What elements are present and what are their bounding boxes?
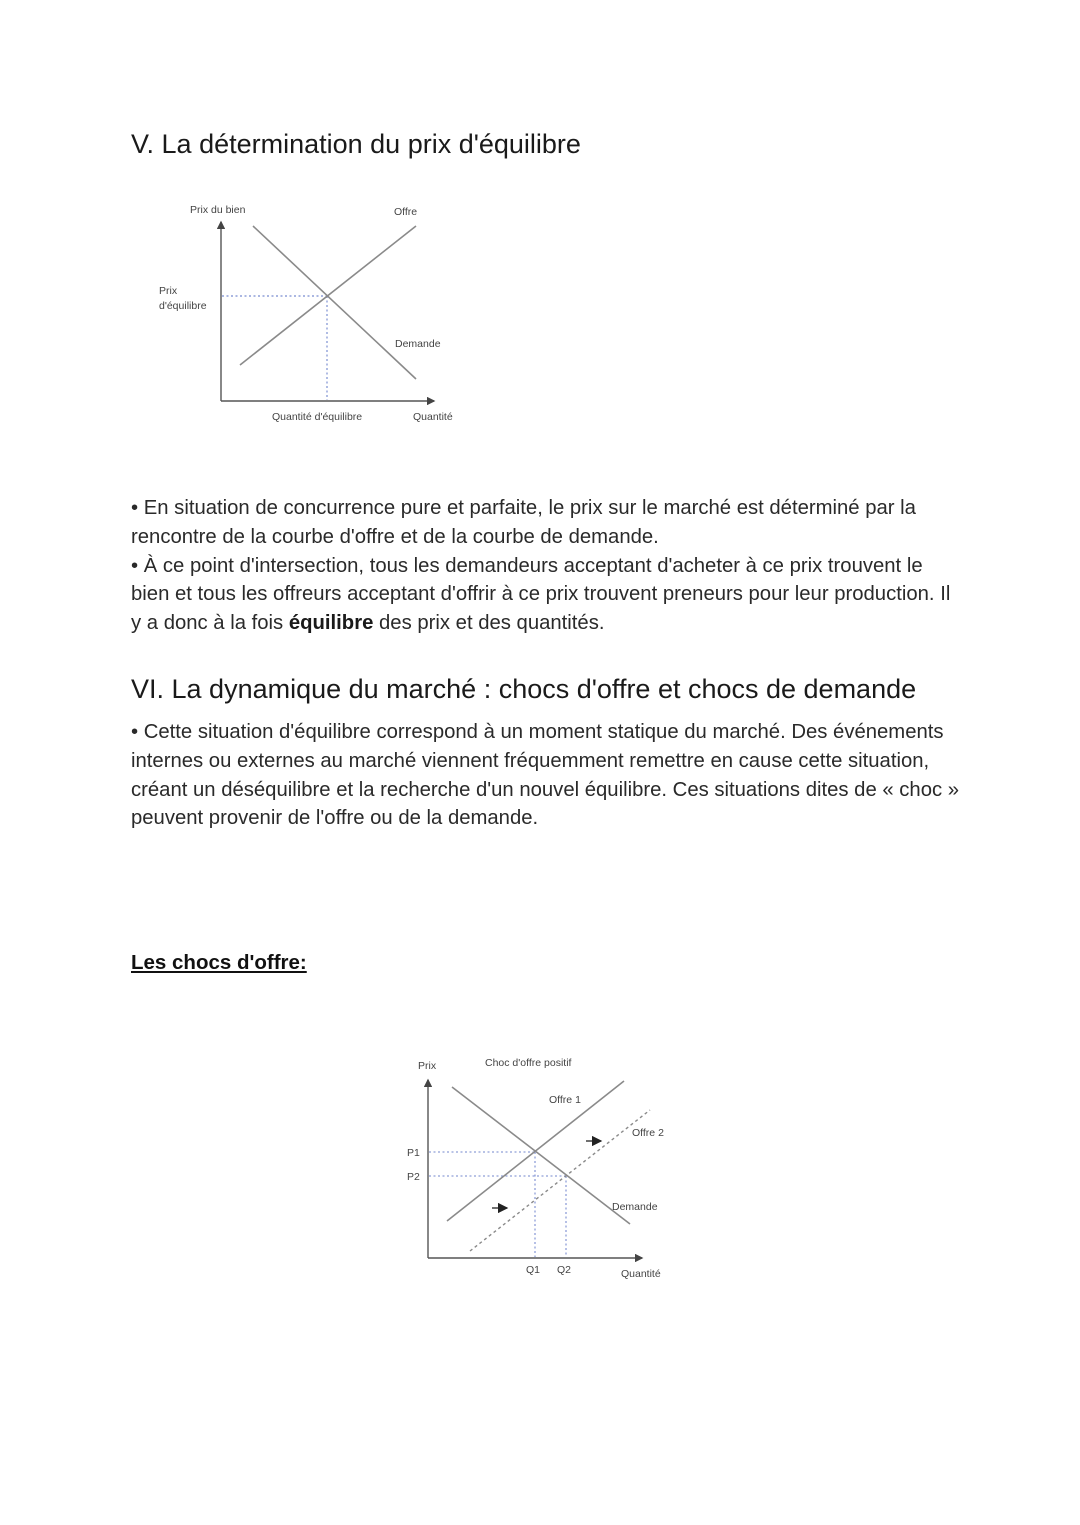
section-5-title: V. La détermination du prix d'équilibre [131,129,581,159]
chart2-x-label: Quantité [621,1268,661,1280]
section-6-paragraph-1: • Cette situation d'équilibre correspond à un moment statique du marché. Des événements internes ou externes au marché viennent fréquemment remettre en cause cette situation, créant un déséquilibre et la recherche d'un nouvel équilibre. Ces situations dites de « choc » peuvent provenir de l'offre ou de la demande. [131,721,960,830]
chart2-title: Choc d'offre positif [485,1057,572,1069]
section-5-body [131,494,961,638]
chart1-prix-eq-label-2: d'équilibre [159,300,207,312]
chart2-offre2-label: Offre 2 [632,1127,664,1139]
chart1 [159,204,453,423]
supply-shocks-subheading: Les chocs d'offre: [131,951,307,974]
paragraph-2-text: • À ce point d'intersection, tous les demandeurs acceptant d'acheter à ce prix trouvent le bien et tous les offreurs acceptant d'offrir à ce prix trouvent preneurs pour leur production. Il y a donc à la fois [131,554,951,635]
chart1-offre-label: Offre [394,206,418,218]
chart2-q1-label: Q1 [526,1264,541,1276]
paragraph-2-text-end: des prix et des quantités. [373,612,605,635]
chart2-demande-label: Demande [612,1201,658,1213]
chart2-offre1-label: Offre 1 [549,1094,581,1106]
section-6-body [131,718,961,833]
section-5-paragraph-2 [131,552,961,638]
chart1-demande-label: Demande [395,338,441,350]
chart1-y-label: Prix du bien [190,204,246,216]
paragraph-2-bold: équilibre [288,612,374,635]
chart1-quantite-eq-label: Quantité d'équilibre [272,411,363,423]
chart2-demande-curve [452,1087,630,1224]
chart2-p2-label: P2 [407,1171,420,1183]
chart2-p1-label: P1 [407,1147,420,1159]
chart1-prix-eq-label-1: Prix [159,285,178,297]
chart2 [407,1057,664,1280]
chart2-y-label: Prix [418,1060,437,1072]
chart2-q2-label: Q2 [557,1264,572,1276]
chart1-x-label: Quantité [413,411,453,423]
section-6-title: VI. La dynamique du marché : chocs d'offre et chocs de demande [131,674,917,704]
chart1-demande-curve [253,226,416,379]
section-5-paragraph-1: • En situation de concurrence pure et parfaite, le prix sur le marché est déterminé par la rencontre de la courbe d'offre et de la courbe de demande. [131,497,916,548]
